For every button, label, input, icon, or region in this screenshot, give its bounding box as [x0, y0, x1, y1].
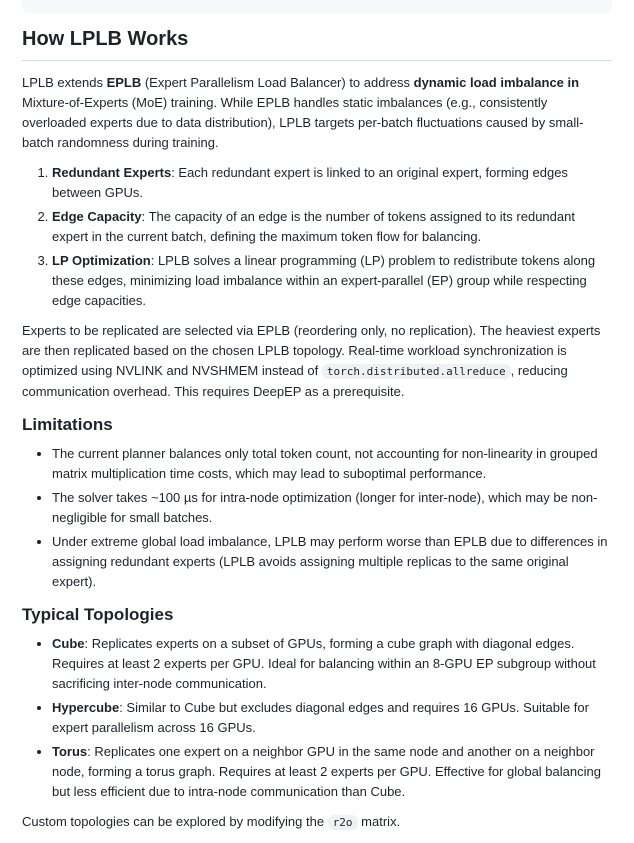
inline-code-allreduce: torch.distributed.allreduce: [322, 364, 511, 379]
item-term: Cube: [52, 636, 85, 651]
text-segment: (Expert Parallelism Load Balancer) to address: [141, 75, 414, 90]
replication-paragraph: [22, 321, 612, 402]
list-item-hypercube: [52, 698, 612, 738]
inline-code-r2o: r2o: [328, 815, 358, 830]
item-term: Edge Capacity: [52, 209, 142, 224]
heading-limitations: Limitations: [22, 415, 113, 434]
item-term: Redundant Experts: [52, 165, 172, 180]
list-item-lp-optimization: [52, 251, 612, 311]
intro-paragraph: [22, 73, 612, 153]
topologies-list: [22, 634, 612, 802]
text-segment: Custom topologies can be explored by modifying the: [22, 814, 328, 829]
list-item-imbalance-limitation: • Under extreme global load imbalance, LPLB may perform worse than EPLB due to differences in assigning redundant experts (LPLB avoids assigning multiple replicas to the same original expert).: [52, 532, 612, 592]
item-text: : Each redundant expert is linked to an original expert, forming edges between GPUs.: [52, 165, 568, 200]
item-term: Torus: [52, 744, 88, 759]
text-segment: matrix.: [357, 814, 401, 829]
bold-term-eplb: EPLB: [106, 75, 142, 90]
item-text: : Replicates one expert on a neighbor GPU in the same node and another on a neighbor node, forming a torus graph. Requires at least 2 experts per GPU. Effective for global balancing but less efficient due to intra-node communication than Cube.: [52, 744, 601, 799]
list-item-torus: [52, 742, 612, 802]
heading-how-lplb-works: How LPLB Works: [22, 27, 612, 61]
list-item-cube: [52, 634, 612, 694]
text-segment: , reducing communication overhead. This requires DeepEP as a prerequisite.: [22, 363, 568, 399]
bold-term-dynamic-load-imbalance: dynamic load imbalance in: [413, 75, 580, 90]
item-term: Hypercube: [52, 700, 120, 715]
item-text: : Replicates experts on a subset of GPUs, forming a cube graph with diagonal edges. Requires at least 2 experts per GPU. Ideal for balancing within an 8-GPU EP subgroup without sacrificing inter-node communication.: [52, 636, 596, 691]
list-item-planner-limitation: • The current planner balances only total token count, not accounting for non-linearity in grouped matrix multiplication time costs, which may lead to suboptimal performance.: [52, 444, 612, 484]
item-text: : The capacity of an edge is the number of tokens assigned to its redundant expert in the current batch, defining the maximum token flow for balancing.: [52, 209, 575, 244]
text-segment: LPLB extends: [22, 75, 107, 90]
list-item-edge-capacity: [52, 207, 612, 247]
list-item-solver-limitation: • The solver takes ~100 µs for intra-node optimization (longer for inter-node), which may be non-negligible for small batches.: [52, 488, 612, 528]
readme-article: [22, 13, 612, 843]
text-segment: Mixture-of-Experts (MoE) training. While EPLB handles static imbalances (e.g., consistently overloaded experts due to data distribution), LPLB targets per-batch fluctuations caused by small-batch randomness during training.: [22, 95, 584, 150]
text-segment: Experts to be replicated are selected via EPLB (reordering only, no replication). The heaviest experts are then replicated based on the chosen LPLB topology. Real-time workload synchronization is optimized using NVLINK and NVSHMEM instead of: [22, 323, 601, 378]
item-text: : Similar to Cube but excludes diagonal edges and requires 16 GPUs. Suitable for expert parallelism across 16 GPUs.: [52, 700, 589, 735]
item-term: LP Optimization: [52, 253, 151, 268]
custom-topologies-paragraph: [22, 812, 612, 833]
heading-typical-topologies: Typical Topologies: [22, 605, 174, 624]
mechanism-list: [22, 163, 612, 311]
item-text: : LPLB solves a linear programming (LP) problem to redistribute tokens along these edges, minimizing load imbalance within an expert-parallel (EP) group while respecting edge capacities.: [52, 253, 596, 308]
limitations-list: [22, 444, 612, 592]
code-block-remnant: [22, 0, 612, 13]
list-item-redundant-experts: [52, 163, 612, 203]
